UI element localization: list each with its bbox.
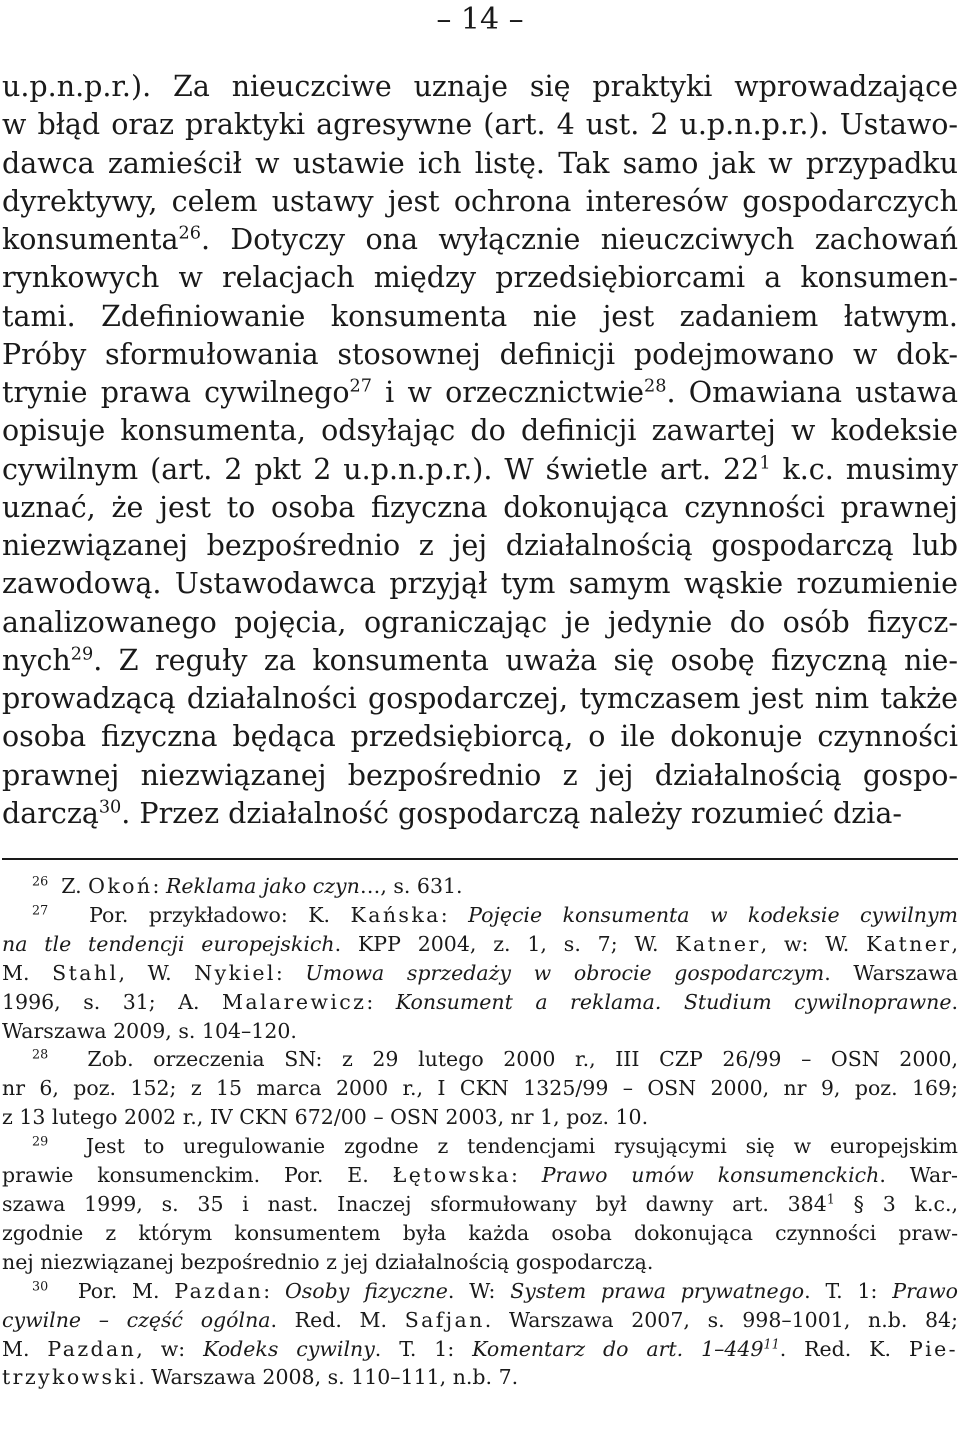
body-line: tami. Zdefiniowanie konsumenta nie jest zadaniem łatwym. bbox=[2, 299, 958, 333]
body-text-part: nych bbox=[2, 643, 71, 677]
footnote-ref: 29 bbox=[70, 644, 94, 665]
body-text-part: darczą bbox=[2, 796, 99, 830]
footnote-27-line: M. Stahl, W. Nykiel: Umowa sprzedaży w obrocie gospodarczym. Warszawa bbox=[2, 960, 958, 985]
body-line: niezwiązanej bezpośrednio z jej działalnością gospodarczą lub bbox=[2, 529, 958, 562]
body-text-part: . Z reguły za konsumenta uważa się osobę fizyczną nie- bbox=[93, 643, 958, 677]
footnote-ref: 28 bbox=[644, 376, 667, 397]
footnote-28-line: z 13 lutego 2002 r., IV CKN 672/00 – OSN 2003, nr 1, poz. 10. bbox=[2, 1105, 649, 1130]
footnote-29-line: nej niezwiązanej bezpośrednio z jej działalnością gospodarczą. bbox=[2, 1249, 654, 1274]
body-line bbox=[2, 451, 958, 489]
page-number: – 14 – bbox=[436, 2, 524, 37]
footnote-ref: 27 bbox=[349, 376, 372, 397]
footnote-28: $^{28}$ Zob. orzeczenia SN: z 29 lutego 2000 r., III CZP 26/99 – OSN 2000, bbox=[32, 1046, 958, 1072]
footnote-ref: 30 bbox=[98, 797, 122, 818]
body-line bbox=[2, 374, 958, 412]
body-line: prowadzącą działalności gospodarczej, tymczasem jest nim także bbox=[2, 682, 958, 715]
body-text bbox=[2, 68, 958, 833]
body-line: opisuje konsumenta, odsyłając do definicji zawartej w kodeksie bbox=[2, 414, 958, 448]
body-line: Próby sformułowania stosownej definicji podejmowano w dok- bbox=[2, 337, 958, 371]
footnote-29-line: szawa 1999, s. 35 i nast. Inaczej sformułowany był dawny art. $384^1$ § 3 k.c., bbox=[2, 1191, 959, 1216]
footnotes bbox=[2, 872, 958, 1392]
footnote-27-line: Warszawa 2009, s. 104–120. bbox=[2, 1018, 297, 1043]
body-text-part: konsumenta bbox=[2, 223, 179, 256]
footnote-27-line: na tle tendencji europejskich. KPP 2004, z. 1, s. 7; W. Katner, w: W. Katner, bbox=[2, 931, 958, 956]
footnote-30: $^{30}$ Por. M. Pazdan: Osoby fizyczne. W: System prawa prywatnego. T. 1: Prawo bbox=[32, 1278, 958, 1303]
body-line: analizowanego pojęcia, ograniczając je jedynie do osób fizycz- bbox=[2, 605, 958, 639]
footnote-26: $^{26}$ Z. Okoń: Reklama jako czyn…, s. 631. bbox=[32, 873, 463, 898]
body-text-part: trynie prawa cywilnego bbox=[2, 376, 350, 409]
footnote-ref: 26 bbox=[178, 223, 201, 244]
body-text-part: cywilnym (art. 2 pkt 2 u.p.n.p.r.). W świetle art. 22 bbox=[2, 452, 760, 486]
body-line: dyrektywy, celem ustawy jest ochrona interesów gospodarczych bbox=[2, 184, 958, 218]
body-text-part: k.c. musimy bbox=[770, 452, 959, 486]
footnote-divider bbox=[2, 858, 958, 860]
footnote-28-line: nr 6, poz. 152; z 15 marca 2000 r., I CKN 1325/99 – OSN 2000, nr 9, poz. 169; bbox=[2, 1076, 958, 1101]
body-line: zawodową. Ustawodawca przyjął tym samym wąskie rozumienie bbox=[2, 567, 958, 601]
footnote-29-line: zgodnie z którym konsumentem była każda osoba dokonująca czynności praw- bbox=[2, 1220, 958, 1245]
footnote-30-line: trzykowski. Warszawa 2008, s. 110–111, n.b. 7. bbox=[2, 1365, 519, 1390]
body-line: w błąd oraz praktyki agresywne (art. 4 ust. 2 u.p.n.p.r.). Ustawo- bbox=[2, 108, 958, 142]
body-line bbox=[2, 221, 958, 259]
footnote-ref: 1 bbox=[759, 452, 771, 473]
body-text-part: i w orzecznictwie bbox=[371, 376, 645, 409]
footnote-29: $^{29}$ Jest to uregulowanie zgodne z tendencjami rysującymi się w europejskim bbox=[32, 1133, 958, 1159]
body-text-part: . Przez działalność gospodarczą należy rozumieć dzia- bbox=[121, 796, 903, 830]
body-text-part: . Dotyczy ona wyłącznie nieuczciwych zachowań bbox=[200, 223, 958, 256]
body-line: uznać, że jest to osoba fizyczna dokonująca czynności prawnej bbox=[2, 490, 958, 524]
body-line bbox=[2, 795, 958, 833]
footnote-29-line: prawie konsumenckim. Por. E. Łętowska: Prawo umów konsumenckich. War- bbox=[2, 1163, 958, 1188]
body-line: u.p.n.p.r.). Za nieuczciwe uznaje się praktyki wprowadzające bbox=[2, 70, 958, 103]
footnote-27-line: 1996, s. 31; A. Malarewicz: Konsument a reklama. Studium cywilnoprawne. bbox=[2, 989, 958, 1014]
footnote-30-line: cywilne – część ogólna. Red. M. Safjan. Warszawa 2007, s. 998–1001, n.b. 84; bbox=[2, 1307, 959, 1332]
body-line: dawca zamieścił w ustawie ich listę. Tak samo jak w przypadku bbox=[2, 146, 958, 180]
footnote-30-line: M. Pazdan, w: Kodeks cywilny. T. 1: Komentarz do art. $1-449^{11}$. Red. K. Pie- bbox=[2, 1335, 958, 1361]
body-line: rynkowych w relacjach między przedsiębiorcami a konsumen- bbox=[2, 261, 958, 295]
body-line: prawnej niezwiązanej bezpośrednio z jej działalnością gospo- bbox=[2, 758, 958, 792]
body-line bbox=[2, 642, 958, 680]
body-text-part: . Omawiana ustawa bbox=[666, 376, 959, 409]
body-line: osoba fizyczna będąca przedsiębiorcą, o ile dokonuje czynności bbox=[2, 720, 958, 754]
footnote-27: $^{27}$ Por. przykładowo: K. Kańska: Pojęcie konsumenta w kodeksie cywilnym bbox=[32, 902, 958, 927]
